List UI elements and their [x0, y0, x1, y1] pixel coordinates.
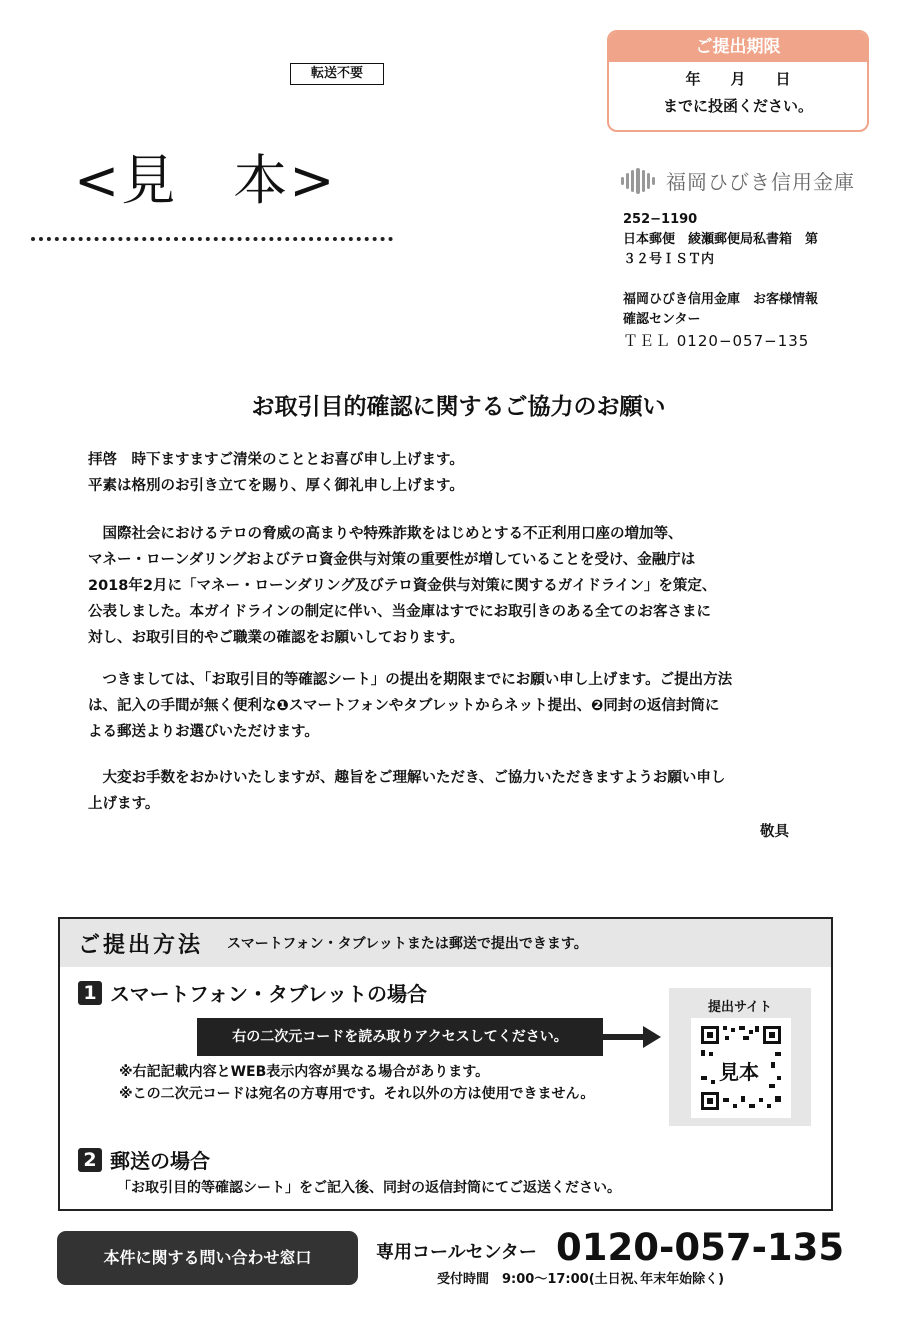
body-paragraph-3 [88, 765, 808, 817]
qr-panel [669, 988, 811, 1126]
body-line: 平素は格別のお引き立てを賜り、厚く御礼申し上げます。 [88, 478, 464, 494]
sample-mark: <見 本> [74, 149, 337, 212]
deadline-box [607, 30, 869, 132]
body-line: 対し、お取引目的やご職業の確認をお願いしております。 [88, 630, 464, 646]
call-center-label: 専用コールセンター [376, 1242, 537, 1263]
recipient-line: 確認センター [623, 312, 701, 327]
qr-code[interactable] [691, 1018, 791, 1118]
letter-title: お取引目的確認に関するご協力のお願い [251, 394, 666, 420]
body-line: 上げます。 [88, 796, 160, 812]
bank-logo [620, 166, 855, 195]
deadline-label: ご提出期限 [609, 32, 867, 62]
reception-hours: 受付時間 9:00〜17:00(土日祝､年末年始除く) [437, 1272, 725, 1287]
recipient-line: 福岡ひびき信用金庫 お客様情報 [623, 292, 819, 307]
bank-name: 福岡ひびき信用金庫 [666, 170, 855, 194]
deadline-date-line: 年 月 日 [685, 70, 791, 88]
section-number-badge: 1 [78, 981, 102, 1005]
method-title: ご提出方法 [78, 932, 204, 958]
body-line: よる郵送よりお選びいただけます。 [88, 724, 319, 740]
address-tel: ＴＥＬ 0120−057−135 [623, 332, 810, 350]
section-title: スマートフォン・タブレットの場合 [110, 982, 427, 1006]
greeting-paragraph [88, 447, 808, 499]
body-paragraph-1 [88, 521, 808, 651]
body-line: 拝啓 時下ますますご清栄のこととお喜び申し上げます。 [88, 452, 464, 468]
body-line: 大変お手数をおかけいたしますが、趣旨をご理解いただき、ご協力いただきますようお願い申し [88, 770, 726, 786]
deadline-note: までに投函ください。 [662, 97, 813, 115]
body-line: つきましては、「お取引目的等確認シート」の提出を期限までにお願い申し上げます。ご提出方法 [88, 672, 733, 688]
arrow-right-icon [603, 1034, 645, 1040]
qr-sample-mark: 見本 [717, 1056, 761, 1085]
recipient-block [623, 290, 818, 330]
section-number-badge: 2 [78, 1148, 102, 1172]
section-smartphone-heading [78, 978, 427, 1007]
address-line: 日本郵便 綾瀬郵便局私書箱 第 [623, 232, 819, 247]
bank-emblem-icon [620, 167, 658, 195]
section-mail-heading [78, 1145, 210, 1174]
body-line: 2018年2月に「マネー・ローンダリング及びテロ資金供与対策に関するガイドライン」を策定、 [88, 578, 717, 594]
address-line: ３２号ＩＳＴ内 [623, 252, 715, 267]
dotted-divider [31, 237, 393, 241]
closing-word: 敬具 [760, 824, 789, 840]
arrow-head-icon [643, 1026, 661, 1048]
call-center-phone[interactable]: 0120-057-135 [556, 1226, 845, 1269]
section-title: 郵送の場合 [110, 1149, 210, 1173]
address-block [623, 210, 818, 270]
contact-window-button[interactable]: 本件に関する問い合わせ窓口 [57, 1231, 358, 1285]
method-subtitle: スマートフォン・タブレットまたは郵送で提出できます。 [227, 936, 588, 952]
body-paragraph-2 [88, 667, 808, 745]
body-line: は、記入の手間が無く便利な❶スマートフォンやタブレットからネット提出、❷同封の返信封筒に [88, 698, 720, 714]
body-line: 公表しました。本ガイドラインの制定に伴い、当金庫はすでにお取引きのある全てのお客さまに [88, 604, 712, 620]
qr-instruction: 右の二次元コードを読み取りアクセスしてください。 [197, 1018, 603, 1056]
method-header [60, 919, 831, 967]
body-line: 国際社会におけるテロの脅威の高まりや特殊詐欺をはじめとする不正利用口座の増加等、 [88, 526, 683, 542]
notes-block [119, 1061, 594, 1105]
forward-notice: 転送不要 [290, 63, 384, 85]
postal-code: 252−1190 [623, 212, 698, 227]
submission-site-label: 提出サイト [707, 1000, 773, 1015]
note-line: ※この二次元コードは宛名の方専用です。それ以外の方は使用できません。 [119, 1086, 595, 1102]
mail-instruction: 「お取引目的等確認シート」をご記入後、同封の返信封筒にてご返送ください。 [117, 1180, 621, 1196]
note-line: ※右記記載内容とWEB表示内容が異なる場合があります。 [119, 1064, 490, 1080]
body-line: マネー・ローンダリングおよびテロ資金供与対策の重要性が増していることを受け、金融庁は [88, 552, 696, 568]
